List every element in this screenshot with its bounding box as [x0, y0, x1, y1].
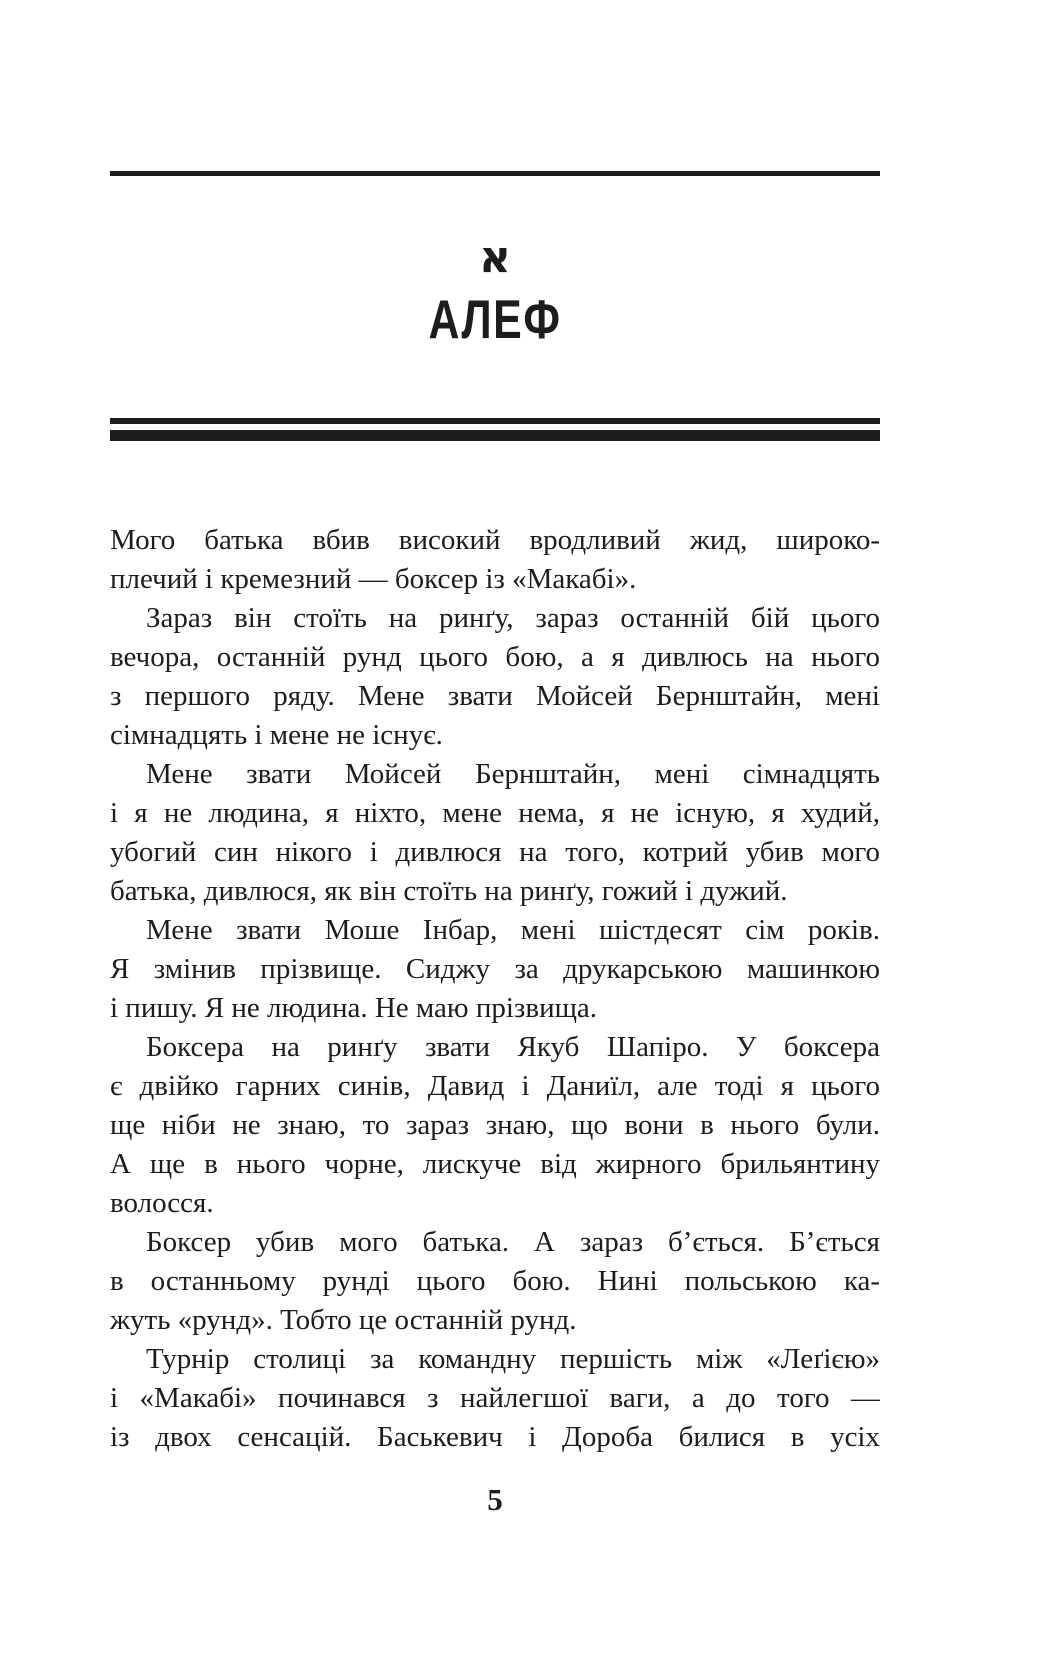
text-line: волосся.: [110, 1187, 214, 1219]
text-line: Мене звати Моше Інбар, мені шістдесят сім років.: [146, 914, 880, 946]
text-line: Боксера на ринґу звати Якуб Шапіро. У боксера: [146, 1031, 880, 1063]
text-line: А ще в нього чорне, лискуче від жирного брильянтину: [110, 1148, 880, 1180]
text-line: сімнадцять і мене не існує.: [110, 719, 443, 751]
hebrew-aleph-glyph: א: [478, 232, 512, 283]
text-line: батька, дивлюся, як він стоїть на ринґу, гожий і дужий.: [110, 875, 788, 907]
text-line: і пишу. Я не людина. Не маю прізвища.: [110, 992, 598, 1024]
text-line: із двох сенсацій. Баськевич і Дороба билися в усіх: [110, 1421, 880, 1453]
paragraph: [110, 521, 880, 599]
text-line: вечора, останній рунд цього бою, а я дивлюсь на нього: [110, 641, 880, 673]
chapter-title: АЛЕФ: [428, 288, 562, 350]
text-line: убогий син нікого і дивлюся на того, котрий убив мого: [110, 836, 880, 868]
text-line: Я змінив прізвище. Сиджу за друкарською машинкою: [110, 953, 880, 985]
text-line: Мене звати Мойсей Бернштайн, мені сімнадцять: [146, 758, 880, 790]
paragraph: [110, 755, 880, 911]
text-line: є двійко гарних синів, Давид і Даниїл, але тоді я цього: [110, 1070, 880, 1102]
text-line: в останньому рунді цього бою. Нині польською ка-: [110, 1265, 880, 1297]
paragraph: [110, 599, 880, 755]
text-block: [110, 0, 880, 1654]
text-line: Мого батька вбив високий вродливий жид, широко-: [110, 524, 880, 556]
text-line: Боксер убив мого батька. А зараз б’ється. Б’ється: [146, 1226, 880, 1258]
paragraph: [110, 1028, 880, 1223]
double-rule-thick: [110, 430, 880, 441]
paragraph: [110, 1223, 880, 1340]
paragraph: [110, 1340, 880, 1457]
paragraph: [110, 911, 880, 1028]
text-line: плечий і кремезний — боксер із «Макабі».: [110, 563, 637, 595]
text-line: Зараз він стоїть на ринґу, зараз останній бій цього: [146, 602, 880, 634]
text-line: і я не людина, я ніхто, мене нема, я не існую, я худий,: [110, 797, 880, 829]
page-number: 5: [487, 1482, 503, 1517]
body-text: [110, 521, 880, 1457]
top-rule: [110, 171, 880, 176]
text-line: і «Макабі» починався з найлегшої ваги, а до того —: [110, 1382, 880, 1414]
text-line: з першого ряду. Мене звати Мойсей Бернштайн, мені: [110, 680, 880, 712]
text-line: жуть «рунд». Тобто це останній рунд.: [110, 1304, 577, 1336]
double-rule-thin: [110, 418, 880, 424]
text-line: ще ніби не знаю, то зараз знаю, що вони в нього були.: [110, 1109, 880, 1141]
text-line: Турнір столиці за командну першість між «Леґією»: [146, 1343, 880, 1375]
